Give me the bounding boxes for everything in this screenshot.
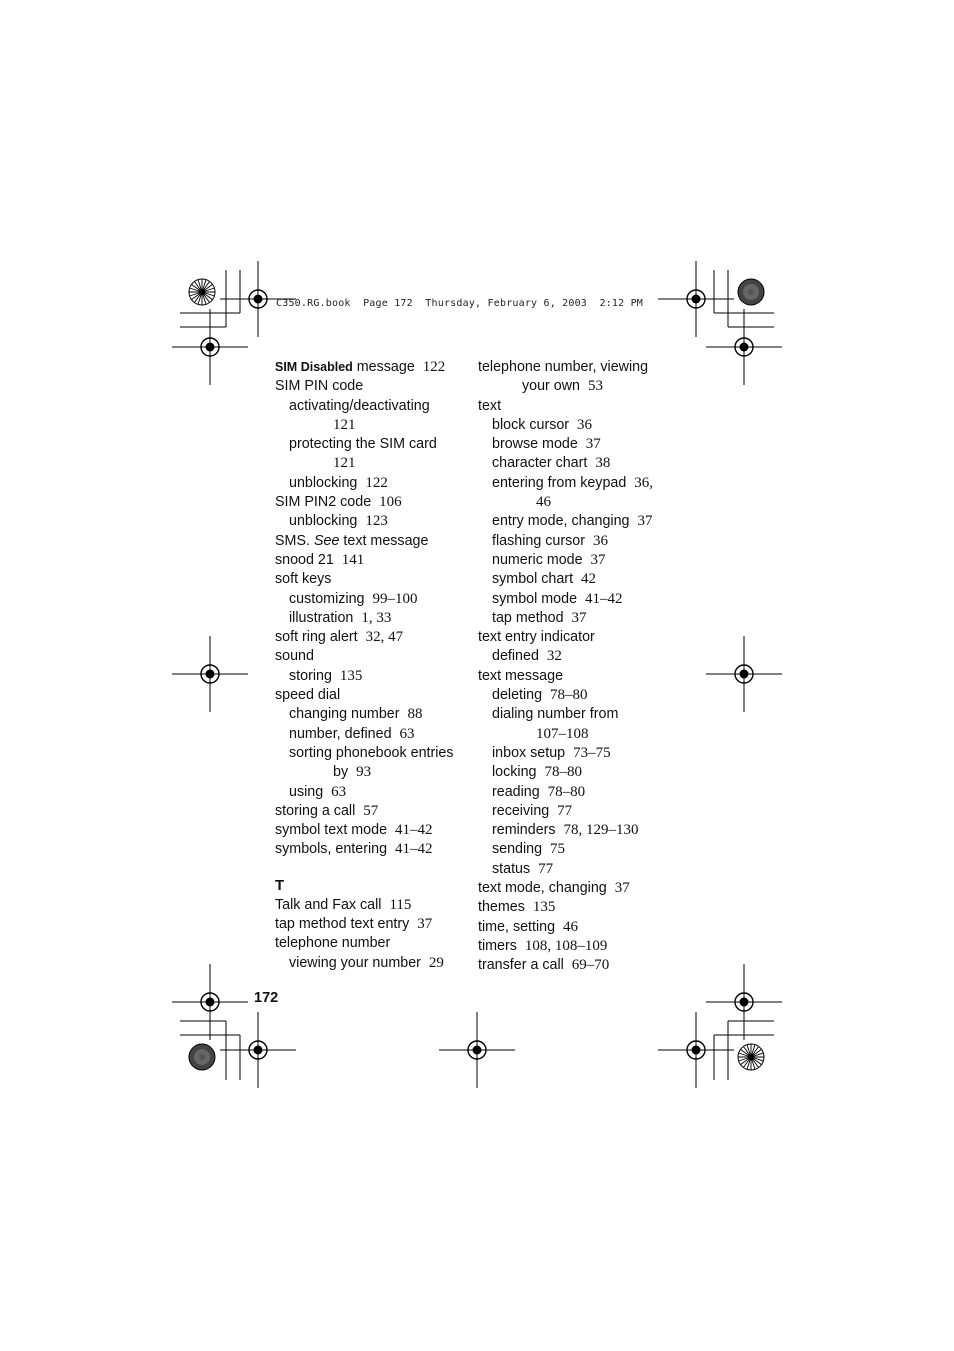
index-entry: time, setting 46	[478, 918, 579, 935]
page-number: 172	[254, 990, 279, 1006]
index-entry: soft ring alert 32, 47	[275, 629, 404, 646]
index-subentry: dialing number from	[492, 706, 619, 723]
index-entry: SMS. See text message	[275, 532, 429, 549]
index-subentry: storing 135	[289, 667, 363, 684]
index-column-left	[275, 358, 475, 973]
index-entry: SIM PIN2 code 106	[275, 494, 402, 511]
index-subentry: flashing cursor 36	[492, 532, 608, 549]
index-subentry: entry mode, changing 37	[492, 513, 653, 530]
index-subentry: using 63	[289, 783, 347, 800]
index-subentry: symbol chart 42	[492, 571, 596, 588]
index-subentry: tap method 37	[492, 609, 587, 626]
index-subentry-pages: 107–108	[536, 725, 589, 742]
index-subentry: deleting 78–80	[492, 687, 588, 704]
index-subentry: unblocking 122	[289, 474, 388, 491]
index-entry: storing a call 57	[275, 802, 379, 819]
index-subentry: unblocking 123	[289, 513, 388, 530]
index-entry: symbol text mode 41–42	[275, 822, 433, 839]
index-section-letter: T	[275, 876, 285, 894]
index-entry: text entry indicator	[478, 629, 595, 646]
index-subentry: entering from keypad 36,	[492, 474, 654, 491]
index-subentry: protecting the SIM card	[289, 436, 437, 453]
index-entry-cont: your own 53	[522, 378, 603, 395]
header-slug: C350.RG.book Page 172 Thursday, February 6, 2003 2:12 PM	[276, 298, 644, 309]
index-entry: soft keys	[275, 571, 332, 588]
index-entry: SIM PIN code	[275, 378, 364, 395]
index-subentry: receiving 77	[492, 802, 573, 819]
index-subentry: illustration 1, 33	[289, 609, 392, 626]
index-subentry-pages: 121	[333, 455, 356, 472]
index-entry: text message	[478, 667, 564, 684]
index-entry: tap method text entry 37	[275, 916, 433, 933]
index-subentry: reminders 78, 129–130	[492, 822, 639, 839]
index-subentry: browse mode 37	[492, 436, 601, 453]
index-subentry: sorting phonebook entries	[289, 744, 454, 761]
index-entry: telephone number, viewing	[478, 359, 649, 375]
index-subentry: sending 75	[492, 841, 566, 858]
index-subentry: viewing your number 29	[289, 954, 444, 971]
index-entry: themes 135	[478, 899, 556, 916]
index-entry: Talk and Fax call 115	[275, 896, 412, 913]
index-entry: symbols, entering 41–42	[275, 841, 433, 858]
index-entry: transfer a call 69–70	[478, 957, 610, 974]
index-subentry-pages: 46	[536, 494, 551, 511]
index-subentry: character chart 38	[492, 455, 611, 472]
index-subentry-cont: by 93	[333, 764, 372, 781]
index-entry: sound	[275, 648, 314, 665]
index-subentry-pages: 121	[333, 416, 356, 433]
index-subentry: number, defined 63	[289, 725, 415, 742]
index-subentry: defined 32	[492, 648, 562, 665]
index-subentry: inbox setup 73–75	[492, 744, 611, 761]
bottom-left-corner-marks	[172, 964, 296, 1088]
index-entry: text mode, changing 37	[478, 880, 630, 897]
index-entry: text	[478, 397, 502, 414]
index-subentry: activating/deactivating	[289, 397, 430, 414]
index-subentry: customizing 99–100	[289, 590, 418, 607]
index-entry: snood 21 141	[275, 551, 365, 568]
index-subentry: status 77	[492, 860, 554, 877]
index-entry: speed dial	[275, 687, 341, 704]
index-entry: telephone number	[275, 935, 391, 952]
index-subentry: changing number 88	[289, 706, 423, 723]
bottom-right-corner-marks	[658, 964, 782, 1088]
index-subentry: block cursor 36	[492, 416, 593, 433]
index-entry: timers 108, 108–109	[478, 937, 608, 954]
index-subentry: numeric mode 37	[492, 551, 606, 568]
index-subentry: symbol mode 41–42	[492, 590, 623, 607]
index-entry: SIM Disabled message 122	[275, 359, 446, 375]
index-subentry: reading 78–80	[492, 783, 586, 800]
index-subentry: locking 78–80	[492, 764, 582, 781]
index-column-right	[478, 358, 678, 976]
